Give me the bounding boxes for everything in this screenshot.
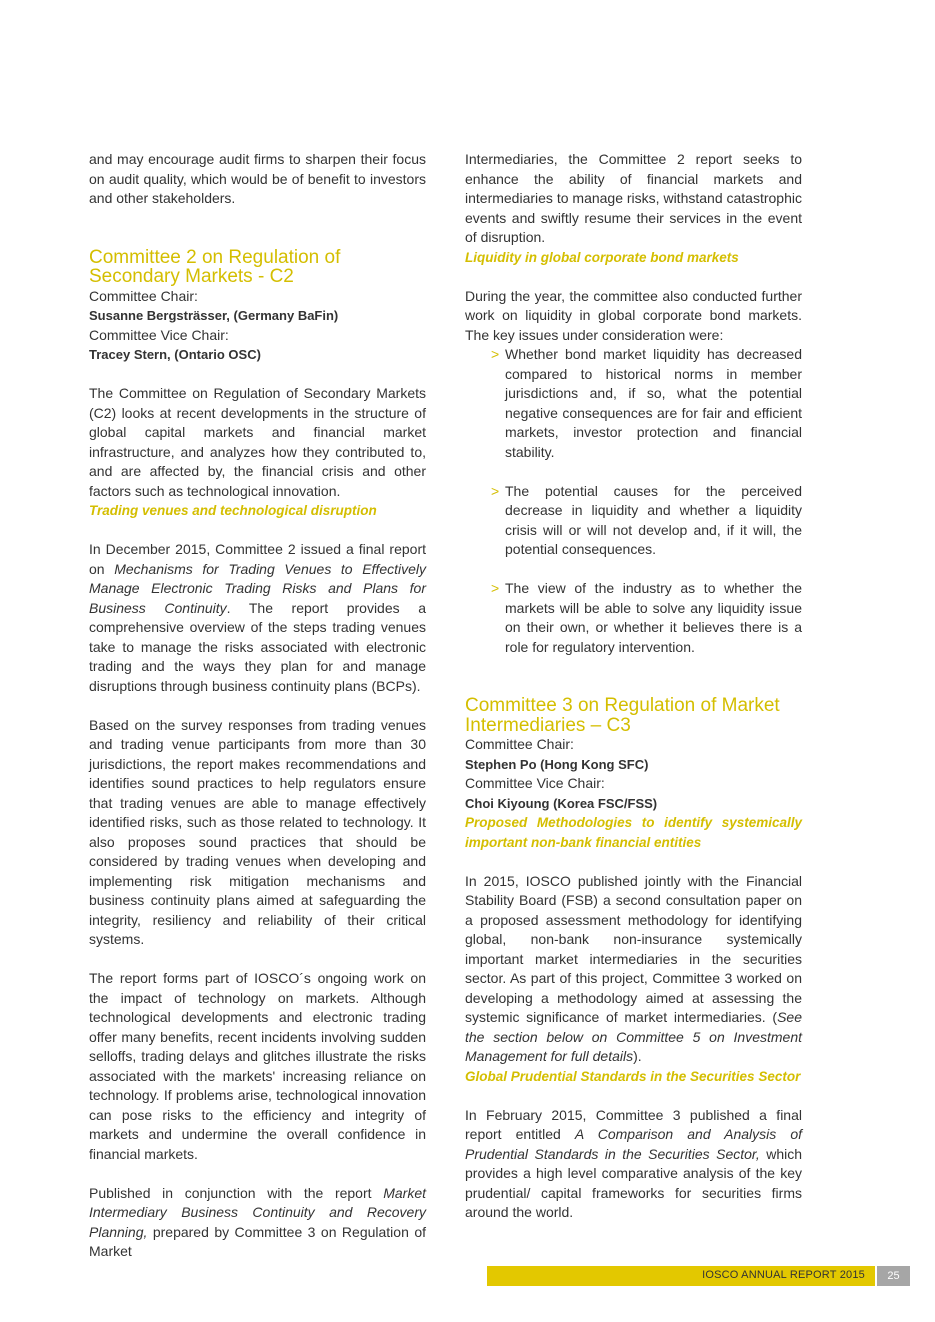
iosco-2015-paragraph (465, 872, 802, 1067)
page-number: 25 (877, 1266, 910, 1286)
february-report-title: A Comparison and Analysis of Prudential Standards in the Securities Sector, (465, 1126, 803, 1162)
bullet-arrow-icon: > (491, 580, 500, 596)
subheading-global-prudential: Global Prudential Standards in the Securities Sector (465, 1068, 801, 1084)
c2-vice-chair-label: Committee Vice Chair: (89, 326, 229, 343)
c2-heading: Committee 2 on Regulation of Secondary Markets - C2 (89, 246, 341, 287)
december-report-text-1: In December 2015, Committee 2 issued a final report on (89, 541, 426, 577)
liquidity-paragraph: During the year, the committee also conducted further work on liquidity in global corporate bond markets. The key issues under consideration were: (465, 287, 802, 343)
february-report-text-1: In February 2015, Committee 3 published a final report entitled (465, 1106, 802, 1142)
footer-bar (487, 1266, 875, 1286)
c3-vice-chair-name: Choi Kiyoung (Korea FSC/FSS) (465, 795, 658, 811)
december-report-text-2: . The report provides a comprehensive overview of the steps trading venues take to manage the risks associated with electronic trading and the ways they plan for and manage disruptions through business continuity plans (BCPs). (89, 599, 426, 694)
february-report-text-2: which provides a high level comparative analysis of the key prudential/ capital frameworks for securities firms around the world. (465, 1145, 803, 1220)
c2-chair-label: Committee Chair: (89, 287, 198, 304)
bullet-arrow-icon: > (491, 346, 500, 362)
list-item-text: The potential causes for the perceived decrease in liquidity and whether a liquidity crisis will or will not develop and, if it will, the potential consequences. (505, 482, 802, 557)
published-title: Market Intermediary Business Continuity and Recovery Planning, (89, 1184, 426, 1240)
bullet-arrow-icon: > (491, 482, 500, 499)
continuation-paragraph: Intermediaries, the Committee 2 report seeks to enhance the ability of financial markets and intermediaries to manage risks, withstand catastrophic events and swiftly resume their services in the event of disruption. (465, 151, 802, 245)
c3-vice-chair-label: Committee Vice Chair: (465, 775, 605, 791)
list-item (465, 579, 802, 657)
february-report-paragraph (465, 1106, 802, 1223)
list-item (465, 345, 802, 462)
published-text-1: Published in conjunction with the report (89, 1184, 384, 1201)
subheading-proposed-methodologies: Proposed Methodologies to identify systemically important non-bank financial entities (465, 815, 802, 850)
iosco-2015-text-2: ). (633, 1048, 642, 1064)
report-iosco-paragraph: The report forms part of IOSCO´s ongoing work on the impact of technology on markets. Although technological developments and electronic trading offer many benefits, recent incidents involving sudden selloffs, trading delays and glitches illustrate the risks associated with the markets' increasing reliance on technology. If problems arise, technological innovation can pose risks to the efficiency and integrity of markets and undermine the overall confidence in financial markets. (89, 970, 426, 1162)
published-paragraph (89, 1184, 426, 1262)
c3-chair-label: Committee Chair: (465, 736, 574, 752)
right-column (465, 150, 802, 1223)
december-report-paragraph (89, 540, 426, 696)
intro-paragraph: and may encourage audit firms to sharpen their focus on audit quality, which would be of benefit to investors and other stakeholders. (89, 151, 426, 206)
survey-paragraph: Based on the survey responses from trading venues and trading venue participants from more than 30 jurisdictions, the report makes recommendations and identifies sound practices to help regulators ensure that trading venues are able to manage effectively identified risks, such as those related to technology. It also proposes sound practices that should be considered by trading venues when developing and implementing risk mitigation mechanisms and business continuity plans aimed at safeguarding the integrity, resiliency and reliability of their critical systems. (89, 716, 426, 947)
footer-report-title: IOSCO ANNUAL REPORT 2015 (702, 1269, 865, 1281)
list-item (465, 482, 802, 560)
iosco-2015-text-1: In 2015, IOSCO published jointly with the Financial Stability Board (FSB) a second consultation paper on a proposed assessment methodology for identifying global, non-bank non-insurance systemically important market intermediaries in the securities sector. As part of this project, Committee 3 worked on developing a methodology aimed at assessing the systemic significance of market intermediaries. ( (465, 872, 802, 1025)
c2-chair-name: Susanne Bergsträsser, (Germany BaFin) (89, 308, 339, 323)
c2-vice-chair-name: Tracey Stern, (Ontario OSC) (89, 347, 261, 362)
c3-chair-name: Stephen Po (Hong Kong SFC) (465, 756, 649, 772)
december-report-title: Mechanisms for Trading Venues to Effectively Manage Electronic Trading Risks and Plans for Business Continuity (89, 560, 427, 616)
subheading-trading-venues: Trading venues and technological disruption (89, 503, 377, 518)
key-issues-list (465, 345, 802, 657)
list-item-text: The view of the industry as to whether the markets will be able to solve any liquidity issue on their own, or whether it believes there is a role for regulatory intervention. (505, 580, 802, 655)
iosco-2015-reference: See the section below on Committee 5 on Investment Management for full details (465, 1009, 802, 1064)
c2-description: The Committee on Regulation of Secondary Markets (C2) looks at recent developments in the structure of global capital markets and financial market infrastructure, and analyzes how they contributed to, and are affected by, the financial crisis and other factors such as technological innovation. (89, 385, 426, 499)
c3-heading: Committee 3 on Regulation of Market Intermediaries – C3 (465, 695, 780, 736)
subheading-liquidity: Liquidity in global corporate bond markets (465, 249, 739, 265)
left-column (89, 150, 426, 1262)
published-text-2: prepared by Committee 3 on Regulation of Market (89, 1223, 426, 1259)
list-item-text: Whether bond market liquidity has decreased compared to historical norms in member jurisdictions and, if so, what the potential negative consequences are for fair and efficient markets, investor protection and financial stability. (505, 346, 802, 460)
